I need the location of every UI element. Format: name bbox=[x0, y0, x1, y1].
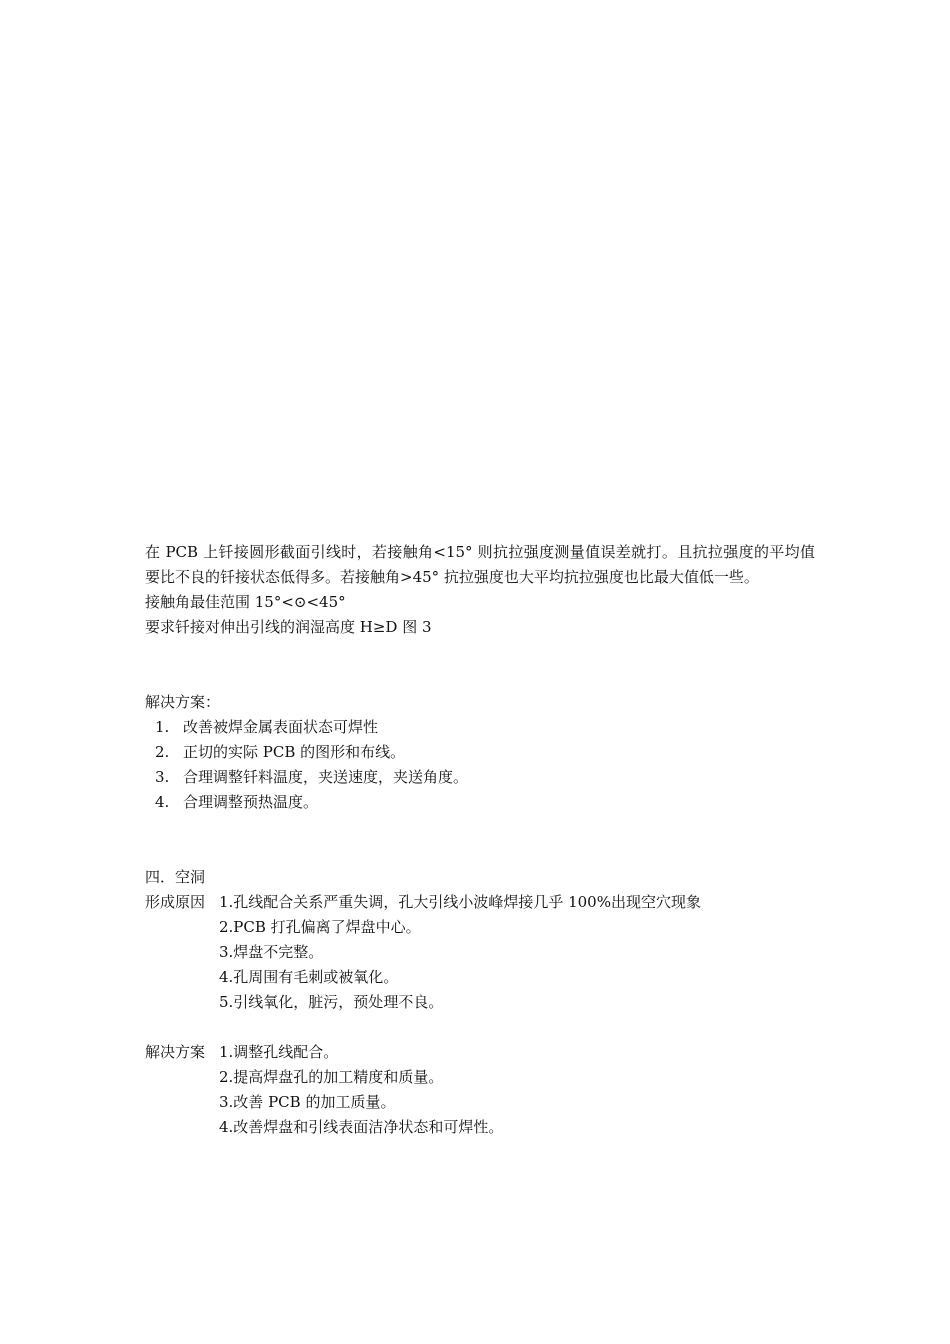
list-item bbox=[145, 790, 815, 815]
solutions-list bbox=[145, 715, 815, 815]
solutions-label: 解决方案 bbox=[145, 1043, 206, 1061]
list-item: 4.孔周围有毛刺或被氧化。 bbox=[219, 968, 399, 986]
causes-label: 形成原因 bbox=[145, 893, 206, 911]
list-item: 5.引线氧化，脏污，预处理不良。 bbox=[219, 993, 444, 1011]
list-item bbox=[145, 715, 815, 740]
contact-angle-range: 接触角最佳范围 15°<⊙<45° bbox=[145, 593, 346, 611]
list-item: 2.PCB 打孔偏离了焊盘中心。 bbox=[219, 918, 421, 936]
causes-block bbox=[145, 890, 815, 1015]
intro-paragraph: 在 PCB 上钎接圆形截面引线时，若接触角<15° 则抗拉强度测量值误差就打。且抗拉强度的平均值要比不良的钎接状态低得多。若接触角>45° 抗拉强度也大平均抗拉强度也比最大值低一些。 bbox=[145, 543, 815, 586]
causes-list bbox=[145, 890, 815, 1015]
solutions-title: 解决方案： bbox=[145, 693, 221, 711]
list-item bbox=[145, 740, 815, 765]
list-item bbox=[145, 765, 815, 790]
section-heading: 四．空洞 bbox=[145, 868, 206, 886]
document-body bbox=[145, 540, 815, 1140]
list-item: 3.改善 PCB 的加工质量。 bbox=[219, 1093, 396, 1111]
list-item: 2.提高焊盘孔的加工精度和质量。 bbox=[219, 1068, 444, 1086]
list-item: 4.改善焊盘和引线表面洁净状态和可焊性。 bbox=[219, 1118, 504, 1136]
list-item: 3.焊盘不完整。 bbox=[219, 943, 324, 961]
list-item: 1.孔线配合关系严重失调，孔大引线小波峰焊接几乎 100%出现空穴现象 bbox=[219, 893, 701, 911]
solutions-steps-list bbox=[145, 1040, 815, 1140]
spacer bbox=[145, 815, 815, 865]
list-item-text: 改善被焊金属表面状态可焊性 bbox=[183, 718, 379, 736]
list-item-text: 合理调整预热温度。 bbox=[183, 793, 319, 811]
solutions-block bbox=[145, 1040, 815, 1140]
list-item: 1.调整孔线配合。 bbox=[219, 1043, 339, 1061]
list-item-text: 正切的实际 PCB 的图形和布线。 bbox=[183, 743, 406, 761]
list-item-number: 3. bbox=[155, 768, 170, 786]
spacer bbox=[145, 1015, 815, 1040]
wetting-height-requirement: 要求钎接对伸出引线的润湿高度 H≥D 图 3 bbox=[145, 618, 432, 636]
list-item-number: 4. bbox=[155, 793, 170, 811]
list-item-number: 1. bbox=[155, 718, 170, 736]
list-item-number: 2. bbox=[155, 743, 170, 761]
list-item-text: 合理调整钎料温度，夹送速度，夹送角度。 bbox=[183, 768, 469, 786]
spacer bbox=[145, 640, 815, 690]
